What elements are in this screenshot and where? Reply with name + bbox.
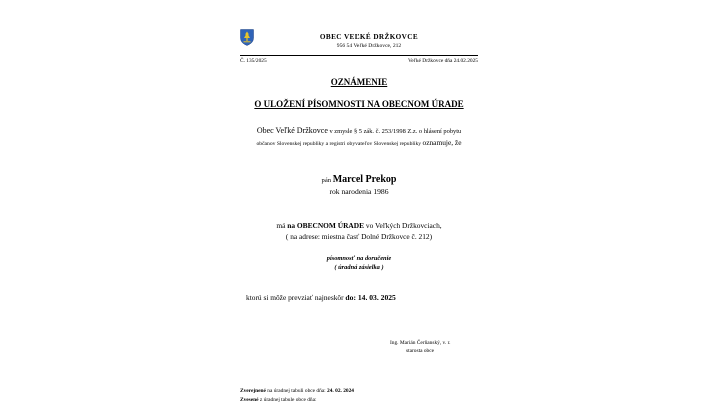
- intro-tail: , že: [451, 138, 462, 147]
- office-suffix: vo Veľkých Držkovciach,: [364, 221, 442, 230]
- posted-line: [240, 389, 354, 394]
- signature-name: Ing. Marián Čerňanský, v. r.: [390, 340, 451, 346]
- document-subtitle: O ULOŽENÍ PÍSOMNOSTI NA OBECNOM ÚRADE: [254, 99, 464, 109]
- intro-verb: oznamuje: [422, 138, 452, 147]
- posted-date: 24. 02. 2024: [327, 388, 354, 394]
- reference-number: Č. 135/2025: [240, 58, 267, 64]
- document-type: písomnosť na doručenie: [326, 255, 392, 262]
- document-page: [234, 22, 484, 412]
- intro-text-2: občanov Slovenskej republiky a registri obyvateľov Slovenskej republiky: [256, 141, 423, 147]
- recipient-line: [234, 175, 484, 185]
- recipient-birth-year: rok narodenia 1986: [329, 187, 389, 196]
- recipient-name: Marcel Prekop: [332, 174, 397, 185]
- posted-label: Zverejnené: [240, 388, 266, 394]
- municipality-address: 956 54 Veľké Držkovce, 212: [336, 43, 402, 49]
- document-title: OZNÁMENIE: [330, 77, 388, 87]
- office-strong: na OBECNOM ÚRADE: [287, 221, 365, 230]
- office-prefix: má: [276, 221, 288, 230]
- office-line-1: [234, 222, 484, 229]
- deadline-prefix: ktorú si môže prevziať najneskôr: [246, 293, 346, 302]
- reference-date: Veľké Držkovce dňa 24.02.2025: [407, 58, 478, 64]
- intro-text-1: v zmysle § 5 zák. č. 253/1998 Z.z. o hlásení pobytu: [327, 128, 462, 135]
- removed-text: z úradnej tabule obce dňa:: [258, 397, 317, 403]
- document-type-note: ( úradná zásielka ): [334, 264, 384, 271]
- posted-text: na úradnej tabuli obce dňa:: [265, 388, 328, 394]
- removed-line: [240, 398, 317, 403]
- office-address: ( na adrese: miestna časť Dolné Držkovce č. 212): [285, 232, 433, 241]
- header-divider: [240, 55, 478, 56]
- intro-line-1: [234, 127, 484, 135]
- municipality-name: OBEC VEĽKÉ DRŽKOVCE: [319, 33, 419, 41]
- recipient-prefix: pán: [321, 177, 333, 184]
- intro-subject: Obec Veľké Držkovce: [256, 126, 328, 135]
- signature-role: starosta obce: [406, 348, 434, 354]
- removed-label: Zvesené: [240, 397, 259, 403]
- deadline-date: do: 14. 03. 2025: [345, 293, 396, 302]
- intro-line-2: [234, 139, 484, 148]
- pickup-deadline: [246, 294, 396, 302]
